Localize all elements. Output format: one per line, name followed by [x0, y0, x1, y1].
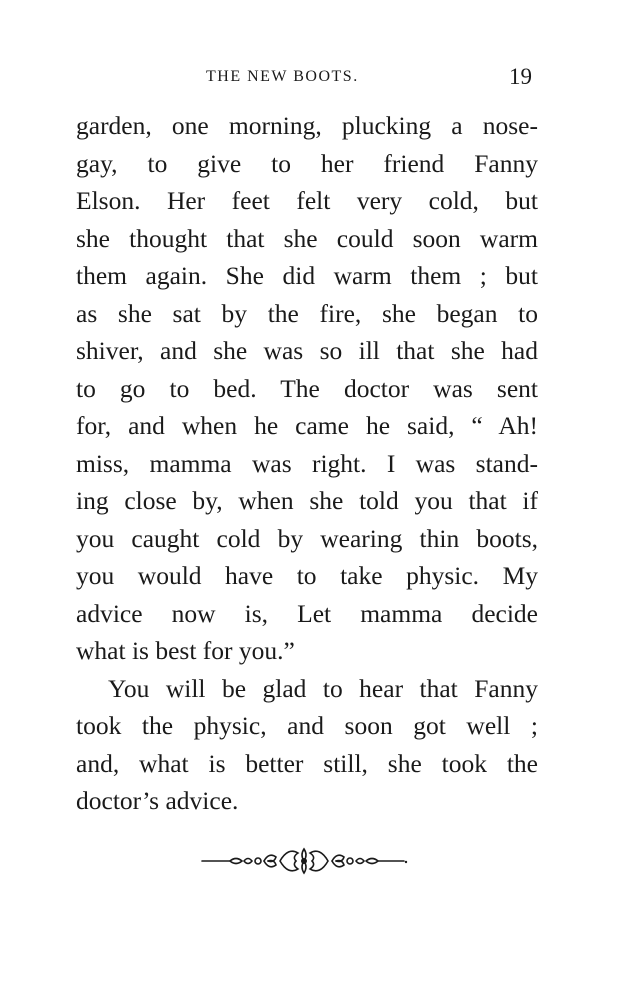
text-line: what is best for you.” — [76, 636, 295, 665]
text-line: she thought that she could soon warm — [76, 223, 538, 253]
text-line: as she sat by the fire, she began to — [76, 298, 538, 328]
text-line: to go to bed. The doctor was sent — [76, 373, 538, 403]
text-line: advice now is, Let mamma decide — [76, 598, 538, 628]
text-line: doctor’s advice. — [76, 786, 239, 815]
paragraph-1 — [76, 107, 538, 670]
running-head — [76, 64, 538, 94]
paragraph-2 — [76, 670, 538, 820]
page-number: 19 — [509, 64, 532, 89]
text-line: You will be glad to hear that Fanny — [108, 673, 538, 703]
text-line: garden, one morning, plucking a nose- — [76, 111, 538, 140]
text-line: took the physic, and soon got well ; — [76, 711, 538, 740]
text-line: shiver, and she was so ill that she had — [76, 336, 538, 365]
text-line: and, what is better still, she took the — [76, 748, 538, 778]
text-line: gay, to give to her friend Fanny — [76, 148, 538, 178]
running-title: THE NEW BOOTS. — [206, 68, 359, 85]
text-line: Elson. Her feet felt very cold, but — [76, 186, 538, 215]
body-text — [76, 107, 538, 820]
text-line: you would have to take physic. My — [76, 561, 538, 590]
tailpiece-flourish-icon — [200, 845, 408, 877]
text-line: for, and when he came he said, “ Ah! — [76, 411, 538, 440]
text-line: miss, mamma was right. I was stand- — [76, 448, 538, 478]
text-line: ing close by, when she told you that if — [76, 486, 538, 515]
text-line: them again. She did warm them ; but — [76, 261, 538, 290]
text-line: you caught cold by wearing thin boots, — [76, 523, 538, 553]
